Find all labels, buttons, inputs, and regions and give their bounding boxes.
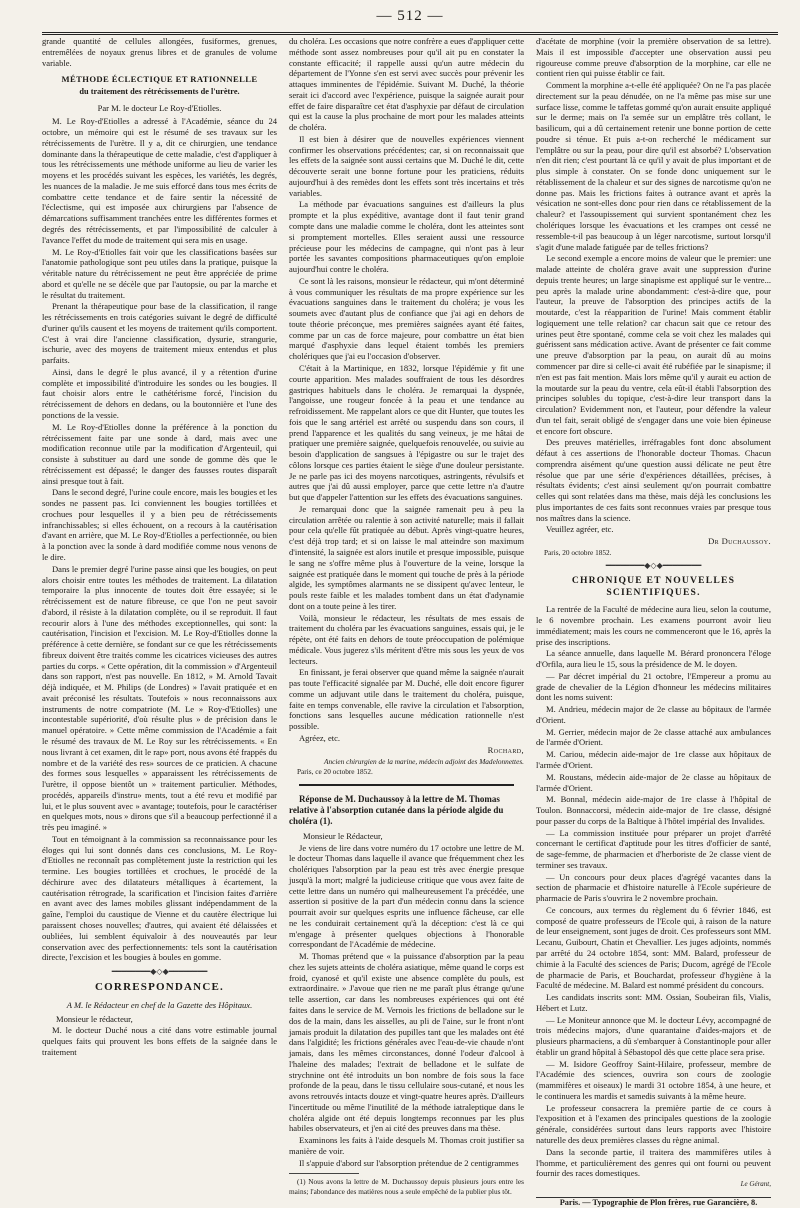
paragraph: Tout en témoignant à la commission sa reconnaissance pour les éloges qui lui sont donnés dans ces conclusions, M. Le Roy-d'Etiolles ne reconnaît pas complètement juste la restriction qui les termine. Les bougies tortillées et crochues, le procédé de la déchirure avec des dilatateurs métalliques à écartement, la cautérisation rétrograde, la scarification et l'incision faites d'arrière en avant avec des lames mobiles glissant indépendamment de la gaîne, l'emploi du caustique de Vienne et du cautère électrique lui paraissent choses nouvelles; d'autres, qui avaient été délaissées et oubliées, lui semblent équivaloir à des nouveautés par leur conservation avec des perfectionnements: tels sont la cautérisation directe, l'excision et les bougies à boules en gomme. (42, 833, 277, 963)
news-item: M. Roustans, médecin aide-major de 2e classe au hôpitaux de l'armée d'Orient. (536, 771, 771, 793)
paragraph: Voilà, monsieur le rédacteur, les résultats de mes essais de traitement du choléra par les évacuations sanguines, essais qui, je le répète, ont été faits en dehors de toute préoccupation de polémique médicale. Vous jugerez s'ils méritent d'être mis sous les yeux de vos lecteurs. (289, 612, 524, 666)
paragraph: d'acétate de morphine (voir la première observation de sa lettre). Mais il est impossible d'accepter une observation aussi peu rigoureuse comme preuve d'absorption de la morphine, car elle ne contient rien qui puisse établir ce fait. (536, 36, 771, 79)
letter-date: Paris, ce 20 octobre 1852. (297, 766, 373, 776)
news-item: — M. Isidore Geoffroy Saint-Hilaire, professeur, membre de l'Académie des sciences, ouvrira son cours de zoologie (mammifères et oiseaux) le mardi 31 octobre 1854, à une heure, et le continuera les mardis et samedis suivants à la même heure. (536, 1058, 771, 1101)
separator-rule (299, 784, 514, 786)
paragraph: Comment la morphine a-t-elle été appliquée? On ne l'a pas placée directement sur la peau dénudée, on ne l'a même pas mise sur une surface lisse, comme le taffetas gommé qu'on aurait ensuite appliqué sur le derme; mais on l'a semée sur un emplâtre très collant, le basilicum, qui a dû certainement retenir une bonne portion de cette poudre si ténue. Et puis a-t-on recherché le médicament sur l'emplâtre ou sur la peau, pour dire qu'il est absorbé? L'observation n'en dit rien; c'est pourtant là ce qu'il y avait de plus important et de plus simple à constater. On se fonde donc uniquement sur le rétablissement de la chaleur et sur des signes de narcotisme qu'on ne donne pas. Mais les frictions faites à outrance avant et après la vésication ne sont-elles donc pour rien dans ce rétablissement de la chaleur? et l'assoupissement qui survient spontanément chez les cholériques lorsque les évacuations et les crampes ont cessé ne ressemble-t-il pas beaucoup à un léger narcotisme, surtout lorsqu'il s'agit d'une malade fatiguée par de telles frictions? (536, 80, 771, 252)
ornament-separator: ━━━━━━━━◆◇◆━━━━━━━━ (111, 967, 208, 977)
paragraph: Examinons les faits à l'aide desquels M. Thomas croit justifier sa manière de voir. (289, 1135, 524, 1156)
news-item: Le professeur consacrera la première partie de ce cours à l'exposition et à l'examen des principales questions de la zoologie générale, considérées surtout dans leurs rapports avec l'histoire naturelle des deux premières classes du règne animal. (536, 1102, 771, 1145)
news-item: M. Cariou, médecin aide-major de 1re classe aux hôpitaux de l'armée d'Orient. (536, 749, 771, 770)
header-rule (42, 32, 778, 35)
article-byline: Par M. le docteur Le Roy-d'Etiolles. (97, 102, 222, 113)
news-item: La rentrée de la Faculté de médecine aura lieu, selon la coutume, le 6 novembre prochain. Les examens pourront avoir lieu immédiatement; mais les cours ne commenceront que le 16, après la prise des inscriptions. (536, 604, 771, 647)
letter-date: Paris, 20 octobre 1852. (544, 547, 612, 557)
paragraph: M. le docteur Duché nous a cité dans votre estimable journal quelques faits qui prouvent les bons effets de la saignée dans le traitement (42, 1025, 277, 1057)
continued-paragraph: grande quantité de cellules allongées, fusiformes, grenues, entremêlées de noyaux grenus libres et de granules de volume variable. (42, 36, 277, 68)
paragraph: M. Thomas prétend que « la puissance d'absorption par la peau chez les sujets atteints de choléra asiatique, même quand le corps est froid, cyanosé et qu'il existe une absence complète du pouls, est extraordinaire. » J'avoue que rien ne me paraît plus étrange qu'une telle assertion, car dans les nombreuses expériences qui ont été faites dans le service de M. Vernois les frictions de belladone sur le dos de la main, dans les aisselles, au pli de l'aine, sur le front n'ont jamais produit la dilatation des pupilles tant que les malades ont été dans l'algidité; les frictions générales avec l'eau-de-vie chaude n'ont jamais, dans les mêmes circonstances, donné l'odeur d'alcool à l'haleine des malades; l'extrait de belladone et le sulfate de strychnine ont été introduits un bon nombre de fois sous la face profonde de la peau, dans le tissu cellulaire sous-cutané, et nous les avons retrouvés intacts douze et vingt-quatre heures après. D'ailleurs l'incertitude ou même l'inutilité de la méthode iatraleptique dans le choléra algide ont été depuis longtemps reconnues par les plus habiles observateurs, et j'en ai cité des preuves dans ma thèse. (289, 951, 524, 1134)
news-item: — Le Moniteur annonce que M. le docteur Lévy, accompagné de trois médecins majors, d'une quarantaine d'aides-majors et de plusieurs pharmaciens, a dû s'embarquer à Constantinople pour aller établir un grand hôpital à Sébastopol dès que cette place sera prise. (536, 1014, 771, 1057)
news-item: — La commission instituée pour préparer un projet d'arrêté concernant le certificat d'aptitude pour les titres d'officier de santé, de sage-femme, de pharmacien et d'herboriste de 2e classe vient de terminer ses travaux. (536, 827, 771, 870)
paragraph: Des preuves matérielles, irréfragables font donc absolument défaut à ces assertions de l'honorable docteur Thomas. Chacun comprendra aisément qu'une question aussi délicate ne peut être résolue que par une série d'expériences détaillées, précises, à résultats évidents; c'est ainsi seulement qu'on pourrait combattre celles qui sont relatées dans ma thèse, mais déjà les conclusions les plus importantes de ces faits sont reconnues vraies par presque tous nos maîtres dans la science. (536, 437, 771, 523)
column-2 (289, 36, 524, 1196)
column-1 (42, 36, 277, 1158)
paragraph: Il s'appuie d'abord sur l'absorption prétendue de 2 centigrammes (299, 1157, 519, 1168)
news-item: M. Gerrier, médecin major de 2e classe attaché aux ambulances de l'armée d'Orient. (536, 726, 771, 748)
page-header (42, 6, 778, 36)
news-item: M. Andrieu, médecin major de 2e classe au bôpitaux de l'armée d'Orient. (536, 704, 771, 725)
news-item: Ce concours, aux termes du règlement du 6 février 1846, est composé de quatre professeurs de l'Ecole qui, à raison de la nature de leur enseignement, sont juges de droit. Ces professeurs sont MM. Lecanu, Guibourt, Chatin et Chevallier. Les juges adjoints, nommés par arrêté du 24 octobre 1854, sont: MM. Balard, professeur de chimie à la Faculté des sciences de Paris; Ducom, agrégé de l'Ecole de pharmacie de Paris, et Bouchardat, professeur d'hygiène à la Faculté de médecine. M. Balard est nommé président du concours. (536, 904, 771, 991)
letter-closing: Agréez, etc. (299, 733, 341, 743)
letter-salutation: Monsieur le rédacteur, (56, 1013, 133, 1024)
paragraph: Il est bien à désirer que de nouvelles expériences viennent confirmer les observations précédentes; car, si on reconnaissait que les effets de la saignée sont aussi certains que M. Duché le dit, cette découverte serait une bonne fortune pour les praticiens, réduits aujourd'hui à des remèdes dont les effets sont très incertains et très variables. (289, 133, 524, 198)
printer-imprint: Paris. — Typographie de Plon frères, rue Garancière, 8. (559, 1197, 758, 1207)
news-item: La séance annuelle, dans laquelle M. Bérard prononcera l'éloge d'Orfila, aura lieu le 15, sous la présidence de M. le doyen. (536, 648, 771, 670)
paragraph: M. Le Roy-d'Etiolles fait voir que les classifications basées sur l'anatomie pathologique sont peu utiles dans la pratique, puisque la véritable nature du rétrécissement ne peut être appréciée de prime abord et qu'elle ne se décèle que par l'autopsie, ou par la marche et le résultat du traitement. (42, 246, 277, 300)
signature-title: Ancien chirurgien de la marine, médecin adjoint des Madelonnettes. (324, 756, 524, 766)
letter-signature: Dr Duchaussoy. (708, 536, 771, 547)
news-item: Dans la seconde partie, il traitera des mammifères utiles à l'homme, et particulièrement des genres qui ont fourni ou peuvent fournir des races domestiques. (536, 1146, 771, 1179)
column-3 (536, 36, 771, 1207)
paragraph: M. Le Roy-d'Etiolles a adressé à l'Académie, séance du 24 octobre, un mémoire qui est le résumé de ses travaux sur les rétrécissements de l'urètre. Il y a, dit ce chirurgien, une tendance dominante dans la thérapeutique de cette maladie, c'est d'appliquer à tous les rétrécissements une méthode uniforme au lieu de varier les moyens et les procédés suivant les espèces, les variétés, les degrés, les nuances de la maladie. Je me suis efforcé dans tous mes écrits de combattre cette tendance et de faire sentir la nécessité de l'éclectisme, qui est imposée aux chirurgiens par l'absence de démarcations suffisamment tranchées entre les différentes formes et degrés des rétrécissements, et par l'impossibilité de calculer à l'avance l'effet du mode de traitement qui sera mis en usage. (42, 116, 277, 245)
ornament-separator: ━━━━━━━━◆◇◆━━━━━━━━ (605, 561, 702, 571)
article-title: MÉTHODE ÉCLECTIQUE ET RATIONNELLE (61, 74, 258, 85)
news-item: Les candidats inscrits sont: MM. Ossian, Soubeiran fils, Vialis, Hébert et Lutz. (536, 992, 771, 1013)
paragraph: Prenant la thérapeutique pour base de la classification, il range les rétrécissements en trois catégories suivant le degré de difficulté d'uriner qu'ils causent et les moyens de traitement qu'ils comportent. C'est à vrai dire l'ancienne classification, dysurie, strangurie, ischurie, avec des moyens de traitement mieux entendus et plus parfaits. (42, 301, 277, 366)
paragraph: Le second exemple a encore moins de valeur que le premier: une malade atteinte de choléra grave avait une suppression d'urine depuis trente heures; un large sinapisme est appliqué sur le ventre... peu après la malade urine abondamment: c'est-à-dire que, pour l'auteur, la preuve de l'absorption des principes actifs de la moutarde, c'est la réapparition de l'urine! Mais comment établir logiquement une telle relation? car chacun sait que ce retour des urines peut être spontané, comme cela se voit chez les malades qui guérissent sans médication active. Avant de présenter ce fait comme une preuve d'absorption par la peau, on aurait dû au moins commencer par dire si celle-ci avait été rubéfiée par le sinapisme; il n'en est pas fait mention. Mais lors même qu'il y aurait eu action de la moutarde sur la peau du ventre, cela eût-il établi l'absorption des principes solubles du topique, c'est-à-dire leur transport dans la circulation? Evidemment non, et l'auteur, pour défendre la valeur d'un tel fait, serait obligé de s'engager dans une voie bien épineuse et encore fort obscure. (536, 253, 771, 436)
section-title: CHRONIQUE ET NOUVELLES SCIENTIFIQUES. (571, 575, 736, 599)
paragraph: Ce sont là les raisons, monsieur le rédacteur, qui m'ont déterminé à vous communiquer les résultats de ma propre expérience sur les évacuations sanguines dans le traitement du choléra; je vous les soumets avec d'autant plus de confiance que j'ai agi en dehors de toute théorie préconçue, mes premières saignées ayant été faites, comme par un cas de force majeure, pour combattre un état bien marqué d'asphyxie dans lequel étaient tombés les premiers cholériques que j'ai eu l'occasion d'observer. (289, 275, 524, 362)
paragraph: du choléra. Les occasions que notre confrère a eues d'appliquer cette méthode sont assez nombreuses pour qu'il ait pu en constater la constante efficacité; il rappelle aussi qu'un autre médecin du département de l'Yonne s'en est servi avec succès pour prévenir les attaques imminentes de l'épidémie. Suivant M. Duché, la théorie serait ici d'accord avec l'expérience, puisque la saignée aurait pour effet de faire disparaître cet état d'asphyxie par défaut de circulation qui est la cause la plus prochaine de mort pour les malades atteints de choléra. (289, 36, 524, 133)
footnote: (1) Nous avons la lettre de M. Duchaussoy depuis plusieurs jours entre les mains; l'abondance des matières nous a seule empêché de la publier plus tôt. (289, 1177, 524, 1196)
paragraph: En finissant, je ferai observer que quand même la saignée n'aurait pas toute l'efficacité signalée par M. Duché, elle doit encore figurer comme un adjuvant utile dans le traitement du choléra, puisque, faite en temps convenable, elle ravive la circulation et l'absorption, fonctions sans lesquelles aucune médication rationnelle n'est possible. (289, 667, 524, 732)
article-subtitle: du traitement des rétrécissements de l'urètre. (79, 87, 240, 97)
paragraph: C'était à la Martinique, en 1832, lorsque l'épidémie y fit une courte apparition. Mes malades souffraient de tous les désordres gastriques habituels dans le choléra. Je remarquai la dyspnée, l'angoisse, une rougeur foncée à la peau et une tendance au refroidissement. Me rappelant alors ce que dit Hunter, que toutes les fois que le sang artériel est arrêté ou suspendu dans son cours, il prend l'apparence et les qualités du sang veineux, je me hâtai de pratiquer une première saignée, quelquefois renouvelée, ou suivie au besoin d'application de sangsues à l'épigastre ou sur le trajet des côlons lorsque ces parties étaient le siège d'une douleur persistante. Je ne parle pas ici des moyens narcotiques, astringents, révulsifs et autres que j'ai dû aussi employer, parce que cette lettre n'a d'autre but que d'appeler l'attention sur les effets des évacuations sanguines. (289, 362, 524, 503)
news-item: M. Bonnal, médecin aide-major de 1re classe à l'hôpital de Toulon. Bonnaccorsi, médecin aide-major de 1re classe, désigné pour passer du corps de la Baltique à l'hôtel impérial des Invalides. (536, 794, 771, 826)
paragraph: La méthode par évacuations sanguines est d'ailleurs la plus prompte et la plus expéditive, avantage dont il faut tenir grand compte dans une maladie comme le choléra, dont les atteintes sont si promptement mortelles. Elles seraient aussi une ressource précieuse pour les médecins de campagne, qui n'ont pas à leur portée les savantes compositions pharmaceutiques qu'on emploie aujourd'hui contre le choléra. (289, 199, 524, 275)
letter-recipient: A M. le Rédacteur en chef de la Gazette des Hôpitaux. (66, 999, 253, 1010)
letter-closing: Veuillez agréer, etc. (546, 524, 614, 535)
paragraph: Je remarquai donc que la saignée ramenait peu à peu la circulation arrêtée ou ralentie à son activité naturelle; mais il fallait pour cela qu'elle fût pratiquée au début. Après vingt-quatre heures, c'est déjà trop tard; et si on laisse le mal atteindre son maximum d'intensité, la saignée est alors inutile et presque impossible, puisque le sang ne s'offre même plus à l'ouverture de la veine, lorsque la saignée est pratiquée dans le moment qui touche de près à la période algide, les symptômes alarmants ne se dissipent qu'avec lenteur, le pouls reste faible et les malades tombent dans un état d'adynamie dont on a toute peine à les tirer. (289, 503, 524, 611)
letter-salutation: Monsieur le Rédacteur, (303, 830, 383, 841)
news-item: — Un concours pour deux places d'agrégé vacantes dans la section de pharmacie et d'histoire naturelle à l'Ecole supérieure de pharmacie de Paris s'ouvrira le 2 novembre prochain. (536, 871, 771, 904)
gerant-label: Le Gérant, (740, 1180, 771, 1189)
paragraph: Je viens de lire dans votre numéro du 17 octobre une lettre de M. le docteur Thomas dans laquelle il avance que fréquemment chez les cholériques l'absorption par la peau est très avec énergie presque jusqu'à la mort; malgré la judicieuse critique que vous avez faite de cette lettre dans un numéro qui malheureusement l'a précédée, une assertion si positive de la part d'un médecin connu dans la science pourrait avoir sur quelques esprits une influence fâcheuse, car elle ne les conduirait certainement qu'à la déception: c'est là ce qui m'engage à présenter quelques objections à l'honorable correspondant de l'Académie de médecine. (289, 842, 524, 950)
footnote-rule (289, 1173, 359, 1174)
news-item: — Par décret impérial du 21 octobre, l'Empereur a promu au grade de chevalier de la Légion d'honneur les médecins militaires dont les noms suivent: (536, 670, 771, 703)
letter-signature: Rochard, (487, 744, 524, 755)
page-number: — 512 — (376, 8, 444, 24)
paragraph: Dans le second degré, l'urine coule encore, mais les bougies et les sondes ne passent pas. Ici conviennent les bougies tortillées et crochues pour lesquelles il y a bien peu de rétrécissements infranchissables; si elles échouent, on a recours à la cautérisation d'avant en arrière, que M. Le Roy-d'Etiolles a perfectionnée, ou bien à la ponction avec la sonde à dard modifiée comme nous venons de le dire. (42, 487, 277, 562)
paragraph: M. Le Roy-d'Etiolles donne la préférence à la ponction du rétrécissement faite par une sonde à dard, mais avec une modification reconnue utile par la modification d'Argenteuil, qui consiste à substituer au dard une sonde de gomme dès que le rétrécissement est dépassé; le danger des fausses routes disparaît ainsi presque tout à fait. (42, 421, 277, 486)
columns (42, 36, 778, 1207)
paragraph: Dans le premier degré l'urine passe ainsi que les bougies, on peut alors choisir entre toutes les méthodes de traitement. La dilatation temporaire la plus innocente de toutes doit être essayée; si le rétrécissement est de nature fibreuse, ce que l'on ne peut savoir d'abord, il résiste à la dilatation complète, ou il se reproduit. Il faut recourir alors à l'une des méthodes exceptionnelles, qui sont: la cautérisation, l'incision et l'excision. M. Le Roy-d'Etiolles donne la préférence à cette dernière, se fondant sur ce que les rétrécissements fibreux doivent être traités comme les cicatrices vicieuses des autres parties du corps. « Cette opération, dit la commission » d'Argenteuil dans son rapport, n'est pas nouvelle. En 1812, » M. Arnold Tavait déjà indiquée, et M. Philips (de Londres) » l'avait pratiquée et en avait préconisé les résultats. Toutefois » nous reconnaissons aux instruments de notre compatriote (M. Le » Roy-d'Etiolles) une incontestable supériorité, d'où résulte plus » de précision dans le manuel opératoire. » Cette même commission de l'Académie a fait le résumé des travaux de M. Le Roy sur les rétrécissements. « En nous livrant à cet examen, dit le rap» port, nous avons été frappés du nombre et de la variété des res» sources de ce praticien. A chacune des formes sous lesquelles » apparaissent les rétrécissements de l'urètre, il oppose bientôt un » traitement particulier. Méthodes, procédés, appareils d'instru» ments, tout a été revu et modifié par lui, et le plus souvent avec » avantage; toutefois, pour le caractériser en quelques mots, nous » dirons que s'il a beaucoup perfectionné il a très peu imaginé. » (42, 563, 277, 833)
paragraph: Ainsi, dans le degré le plus avancé, il y a rétention d'urine complète et impossibilité d'introduire les sondes ou les bougies. Il faut choisir alors entre le cathétérisme forcé, l'incision du rétrécissement de dehors en dedans, ou la boutonnière et l'une des ponctions de la vessie. (42, 366, 277, 421)
letter-title: Réponse de M. Duchaussoy à la lettre de M. Thomas relative à l'absorption cutanée dans la période algide du choléra (1). (289, 793, 504, 827)
section-title: CORRESPONDANCE. (95, 981, 224, 994)
